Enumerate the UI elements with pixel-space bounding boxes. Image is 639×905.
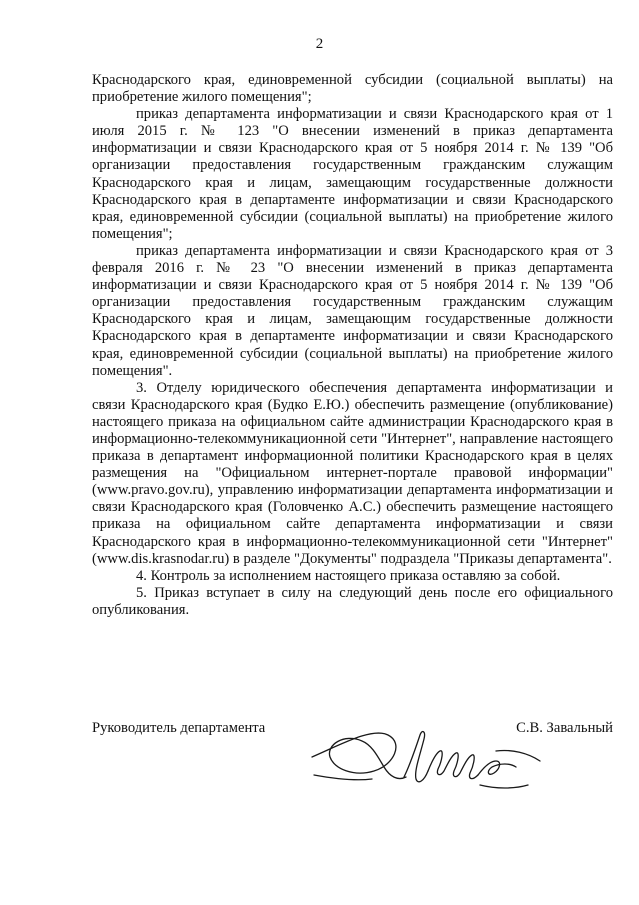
paragraph-item-4: 4. Контроль за исполнением настоящего приказа оставляю за собой. [136,567,561,584]
paragraph-item-5: 5. Приказ вступает в силу на следующий день после его официального опубликования. [92,584,613,618]
signature-block [92,717,613,807]
position-title: Руководитель департамента [92,720,266,736]
paragraph-item-3: 3. Отделу юридического обеспечения департамента информатизации и связи Краснодарского края (Будко Е.Ю.) обеспечить размещение (опубликование) настоящего приказа на официальном сайте администрации Краснодарского края в информационно-телекоммуникационной сети "Интернет", направление настоящего приказа в департамент информационной политики Краснодарского края в целях размещения на "Официальном интернет-портале правовой информации" (www.pravo.gov.ru), управлению информатизации департамента информатизации и связи Краснодарского края (Головченко А.С.) обеспечить размещение настоящего приказа на официальном сайте департамента информатизации и связи Краснодарского края в информационно-телекоммуникационной сети "Интернет" (www.dis.krasnodar.ru) в разделе "Документы" подраздела "Приказы департамента". [92,379,613,567]
paragraph-order-2016: приказ департамента информатизации и связи Краснодарского края от 3 февраля 2016 г. № 23 "О внесении изменений в приказ департамента информатизации и связи Краснодарского края от 5 ноября 2014 г. № 139 "Об организации предоставления государственным гражданским служащим Краснодарского края и лицам, замещающим государственные должности Краснодарского края в департаменте информатизации и связи Краснодарского края, единовременной субсидии (социальной выплаты) на приобретение жилого помещения". [92,242,613,379]
page-number: 2 [315,36,324,52]
paragraph-order-2015: приказ департамента информатизации и связи Краснодарского края от 1 июля 2015 г. № 123 "О внесении изменений в приказ департамента информатизации и связи Краснодарского края от 5 ноября 2014 г. № 139 "Об организации предоставления государственным гражданским служащим Краснодарского края и лицам, замещающим государственные должности Краснодарского края в департаменте информатизации и связи Краснодарского края, единовременной субсидии (социальной выплаты) на приобретение жилого помещения"; [92,106,613,242]
handwritten-signature [300,705,550,800]
document-body [92,72,613,619]
paragraph-continuation: Краснодарского края, единовременной субсидии (социальной выплаты) на приобретение жилого помещения"; [92,72,613,106]
signer-name: С.В. Завальный [516,720,613,736]
